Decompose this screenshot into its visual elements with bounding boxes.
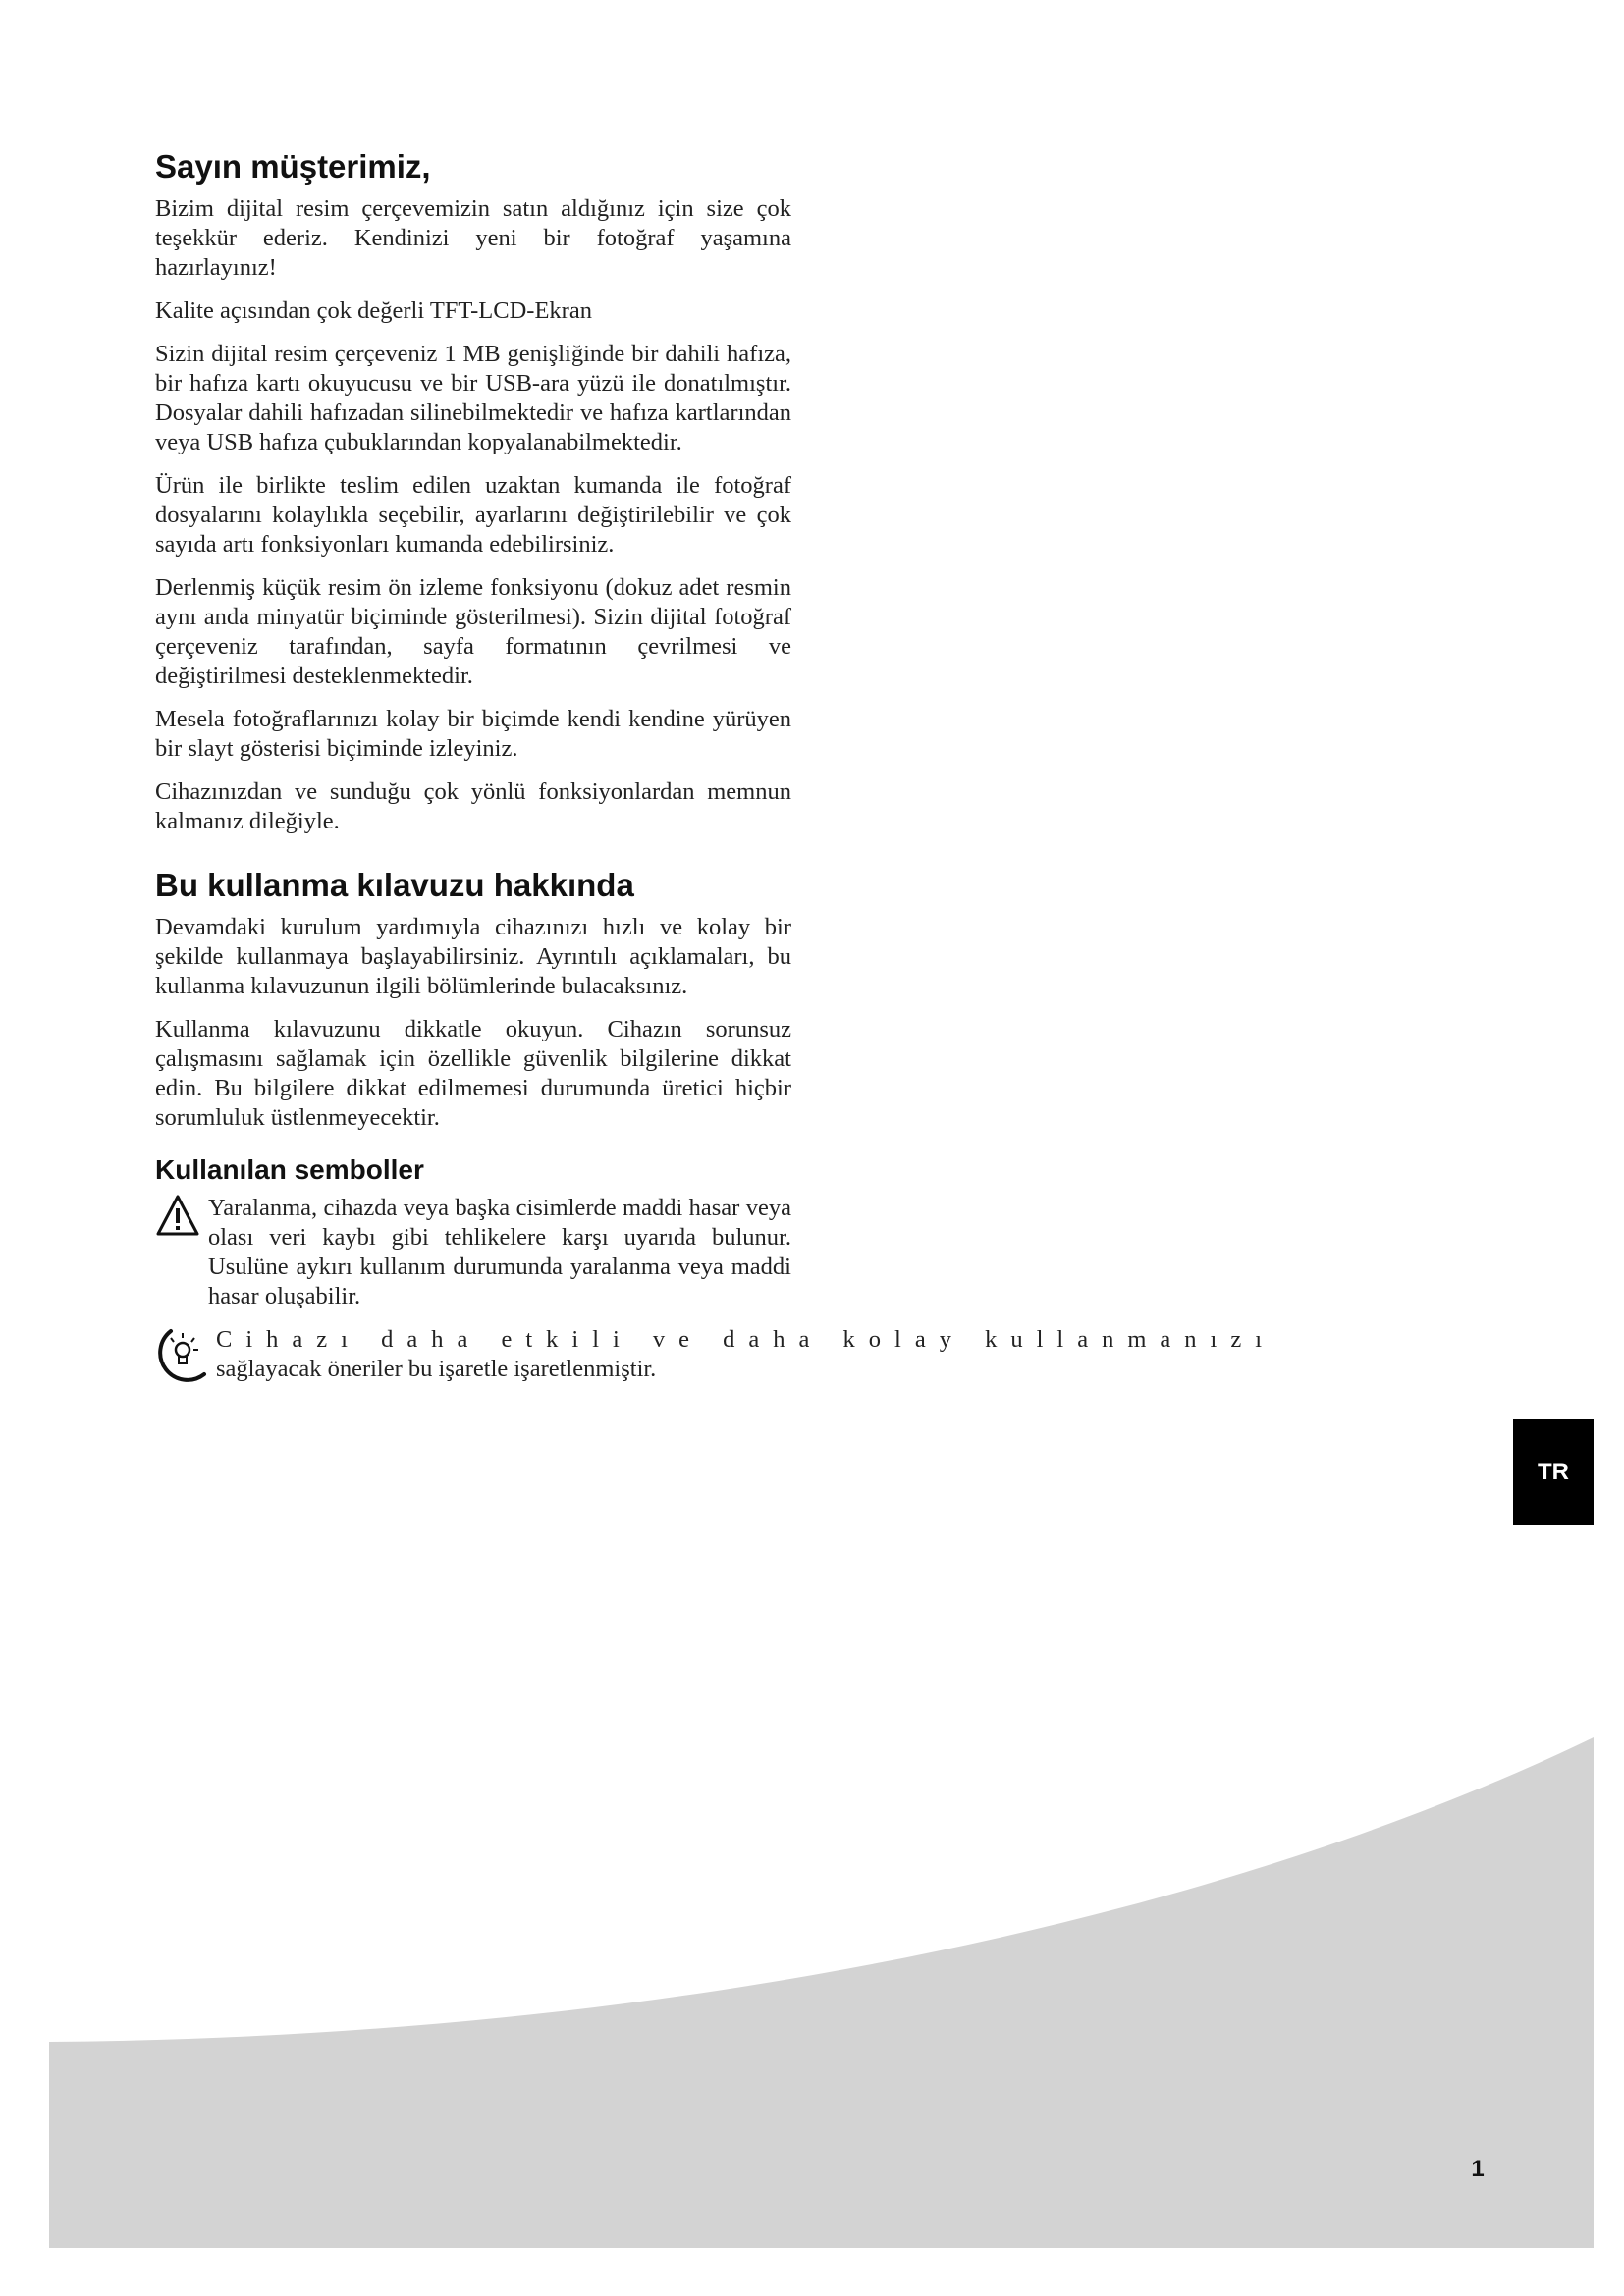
language-tab: TR xyxy=(1513,1419,1594,1525)
greeting-title: Sayın müşterimiz, xyxy=(155,148,431,185)
greeting-paragraph: Ürün ile birlikte teslim edilen uzaktan kumanda ile fotoğraf dosyalarını kolaylıkla seçebilir, ayarlarını değiştirilebilir ve çok sayıda artı fonksiyonları kumanda edebilirsiniz. xyxy=(155,472,791,558)
greeting-paragraph: Derlenmiş küçük resim ön izleme fonksiyonu (dokuz adet resmin aynı anda minyatür biçiminde gösterilmesi). Sizin dijital fotoğraf çerçeveniz tarafından, sayfa formatının çevrilmesi ve değiştirilmesi desteklenmektedir. xyxy=(155,574,791,689)
tip-text-line-1: Cihazı daha etkili ve daha kolay kullanmanızı xyxy=(216,1326,1276,1353)
symbols-title: Kullanılan semboller xyxy=(155,1154,424,1185)
manual-paragraph: Devamdaki kurulum yardımıyla cihazınızı hızlı ve kolay bir şekilde kullanmaya başlayabilirsiniz. Ayrıntılı açıklamaları, bu kullanma kılavuzunun ilgili bölümlerinde bulacaksınız. xyxy=(155,914,791,999)
main-column xyxy=(155,147,1276,1387)
manual-title: Bu kullanma kılavuzu hakkında xyxy=(155,867,634,903)
warning-text: Yaralanma, cihazda veya başka cisimlerde maddi hasar veya olası veri kaybı gibi tehlikelere karşı uyarıda bulunur. Usulüne aykırı kullanım durumunda yaralanma veya maddi hasar oluşabilir. xyxy=(208,1195,791,1309)
greeting-paragraph: Mesela fotoğraflarınızı kolay bir biçimde kendi kendine yürüyen bir slayt gösterisi biçiminde izleyiniz. xyxy=(155,706,791,762)
lightbulb-tip-icon xyxy=(155,1323,214,1387)
warning-symbol-row xyxy=(155,1194,791,1311)
greeting-paragraph: Kalite açısından çok değerli TFT-LCD-Ekran xyxy=(155,297,592,324)
greeting-paragraph: Sizin dijital resim çerçeveniz 1 MB genişliğinde bir dahili hafıza, bir hafıza kartı okuyucusu ve bir USB-ara yüzü ile donatılmıştır. Dosyalar dahili hafızadan silinebilmektedir ve hafıza kartlarından veya USB hafıza çubuklarından kopyalanabilmektedir. xyxy=(155,341,791,455)
greeting-paragraph: Bizim dijital resim çerçevemizin satın aldığınız için size çok teşekkür ederiz. Kendinizi yeni bir fotoğraf yaşamına hazırlayınız! xyxy=(155,195,791,281)
tip-symbol-row xyxy=(155,1325,1284,1387)
page-number: 1 xyxy=(1471,2156,1485,2182)
manual-paragraph: Kullanma kılavuzunu dikkatle okuyun. Cihazın sorunsuz çalışmasını sağlamak için özellikle güvenlik bilgilerine dikkat edin. Bu bilgilere dikkat edilmemesi durumunda üretici hiçbir sorumluluk üstlenmeyecektir. xyxy=(155,1016,791,1131)
tip-text-line-2: sağlayacak öneriler bu işaretle işaretlenmiştir. xyxy=(216,1356,657,1382)
warning-triangle-icon xyxy=(155,1194,200,1242)
greeting-paragraph: Cihazınızdan ve sunduğu çok yönlü fonksiyonlardan memnun kalmanız dileğiyle. xyxy=(155,778,791,834)
